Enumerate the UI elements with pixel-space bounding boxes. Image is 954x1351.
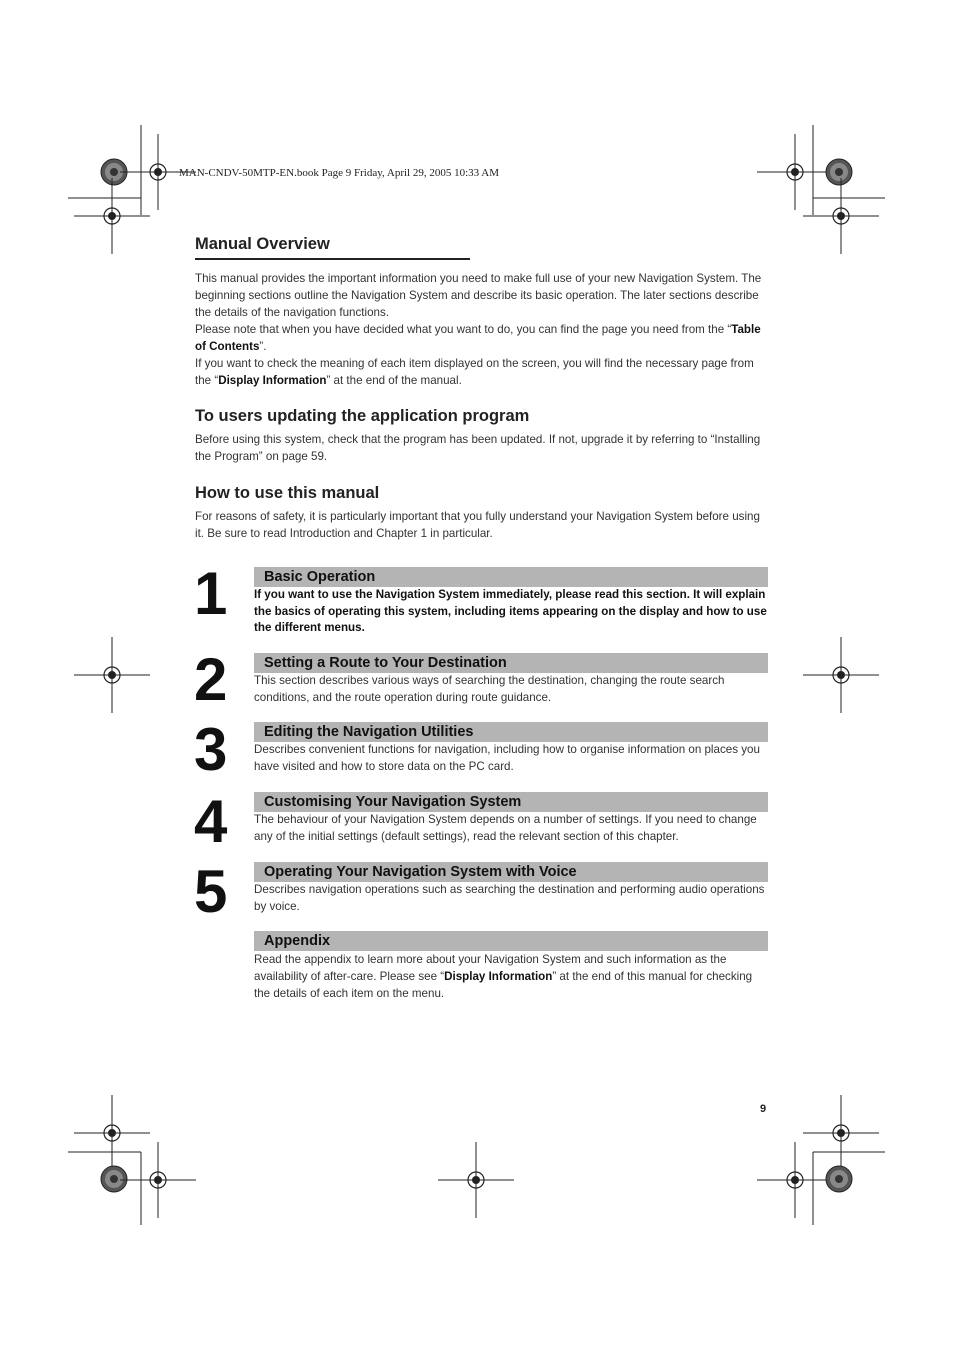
appendix-text-end: ” at the end of this manual for checking the details of each item on the menu.: [254, 970, 753, 1000]
registration-cross-icon: [74, 637, 150, 713]
registration-cross-icon: [757, 1142, 833, 1218]
registration-cross-icon: [74, 1095, 150, 1171]
appendix-display-information-ref: Display Information: [444, 970, 553, 983]
print-header: MAN-CNDV-50MTP-EN.book Page 9 Friday, April 29, 2005 10:33 AM: [179, 167, 500, 179]
registration-cross-icon: [803, 178, 879, 254]
chapter-text-3: Describes convenient functions for navigation, including how to organise information on places you have visited and how to store data on the PC card.: [254, 743, 760, 773]
howto-text: For reasons of safety, it is particularly important that you fully understand your Navigation System before using it. Be sure to read Introduction and Chapter 1 in particular.: [195, 510, 760, 540]
overview-paragraph-3: [195, 355, 770, 389]
registration-cross-icon: [757, 134, 833, 210]
appendix-text-start: Read the appendix to learn more about your Navigation System and such information as the availability of after-care. Please see “: [254, 953, 727, 983]
overview-paragraph-2: [195, 321, 770, 355]
chapter-text-2: This section describes various ways of searching the destination, changing the route search conditions, and the route operation during route guidance.: [254, 674, 725, 704]
chapter-title-5: Operating Your Navigation System with Voice: [254, 862, 768, 882]
section-title-how-to-use: How to use this manual: [195, 484, 380, 502]
registration-star-icon: [101, 1166, 127, 1192]
registration-cross-icon: [120, 1142, 196, 1218]
chapter-title-4: Customising Your Navigation System: [254, 792, 768, 812]
chapter-number-1: 1: [194, 560, 228, 627]
chapter-number-3: 3: [194, 716, 228, 783]
chapter-text-1: If you want to use the Navigation System immediately, please read this section. It will explain the basics of operating this system, including items appearing on the display and how to use the different menus.: [254, 588, 767, 634]
section-title-updating: To users updating the application program: [195, 407, 530, 425]
chapter-title-3: Editing the Navigation Utilities: [254, 722, 768, 742]
chapter-number-2: 2: [194, 646, 228, 713]
updating-text: Before using this system, check that the program has been updated. If not, upgrade it by referring to “Installing the Program” on page 59.: [195, 433, 761, 463]
section-title-manual-overview: Manual Overview: [195, 234, 470, 260]
registration-cross-icon: [803, 637, 879, 713]
registration-cross-icon: [803, 1095, 879, 1171]
overview-p2-text: Please note that when you have decided what you want to do, you can find the page you need from the “: [195, 323, 732, 336]
registration-star-icon: [826, 1166, 852, 1192]
registration-cross-icon: [438, 1142, 514, 1218]
overview-p3-end: ” at the end of the manual.: [326, 374, 462, 387]
chapter-title-2: Setting a Route to Your Destination: [254, 653, 768, 673]
chapter-number-4: 4: [194, 788, 228, 855]
chapter-text-5: Describes navigation operations such as searching the destination and performing audio operations by voice.: [254, 883, 765, 913]
registration-star-icon: [826, 159, 852, 185]
table-of-contents-ref: Table of Contents: [195, 323, 761, 353]
overview-text: [195, 270, 770, 389]
display-information-ref: Display Information: [218, 374, 327, 387]
chapter-number-5: 5: [194, 858, 228, 925]
overview-paragraph-1: This manual provides the important information you need to make full use of your new Navigation System. The beginning sections outline the Navigation System and describe its basic operation. The later sections describe the details of the navigation functions.: [195, 272, 762, 319]
appendix-title: Appendix: [254, 931, 768, 951]
page-number: 9: [760, 1103, 767, 1115]
overview-p3-text: If you want to check the meaning of each item displayed on the screen, you will find the necessary page from the “: [195, 357, 754, 387]
chapter-text-4: The behaviour of your Navigation System depends on a number of settings. If you need to change any of the initial settings (default settings), read the relevant section of this chapter.: [254, 813, 757, 843]
overview-p2-end: ”.: [259, 340, 267, 353]
chapter-title-1: Basic Operation: [254, 567, 768, 587]
registration-cross-icon: [74, 178, 150, 254]
appendix-text: [254, 951, 768, 1002]
